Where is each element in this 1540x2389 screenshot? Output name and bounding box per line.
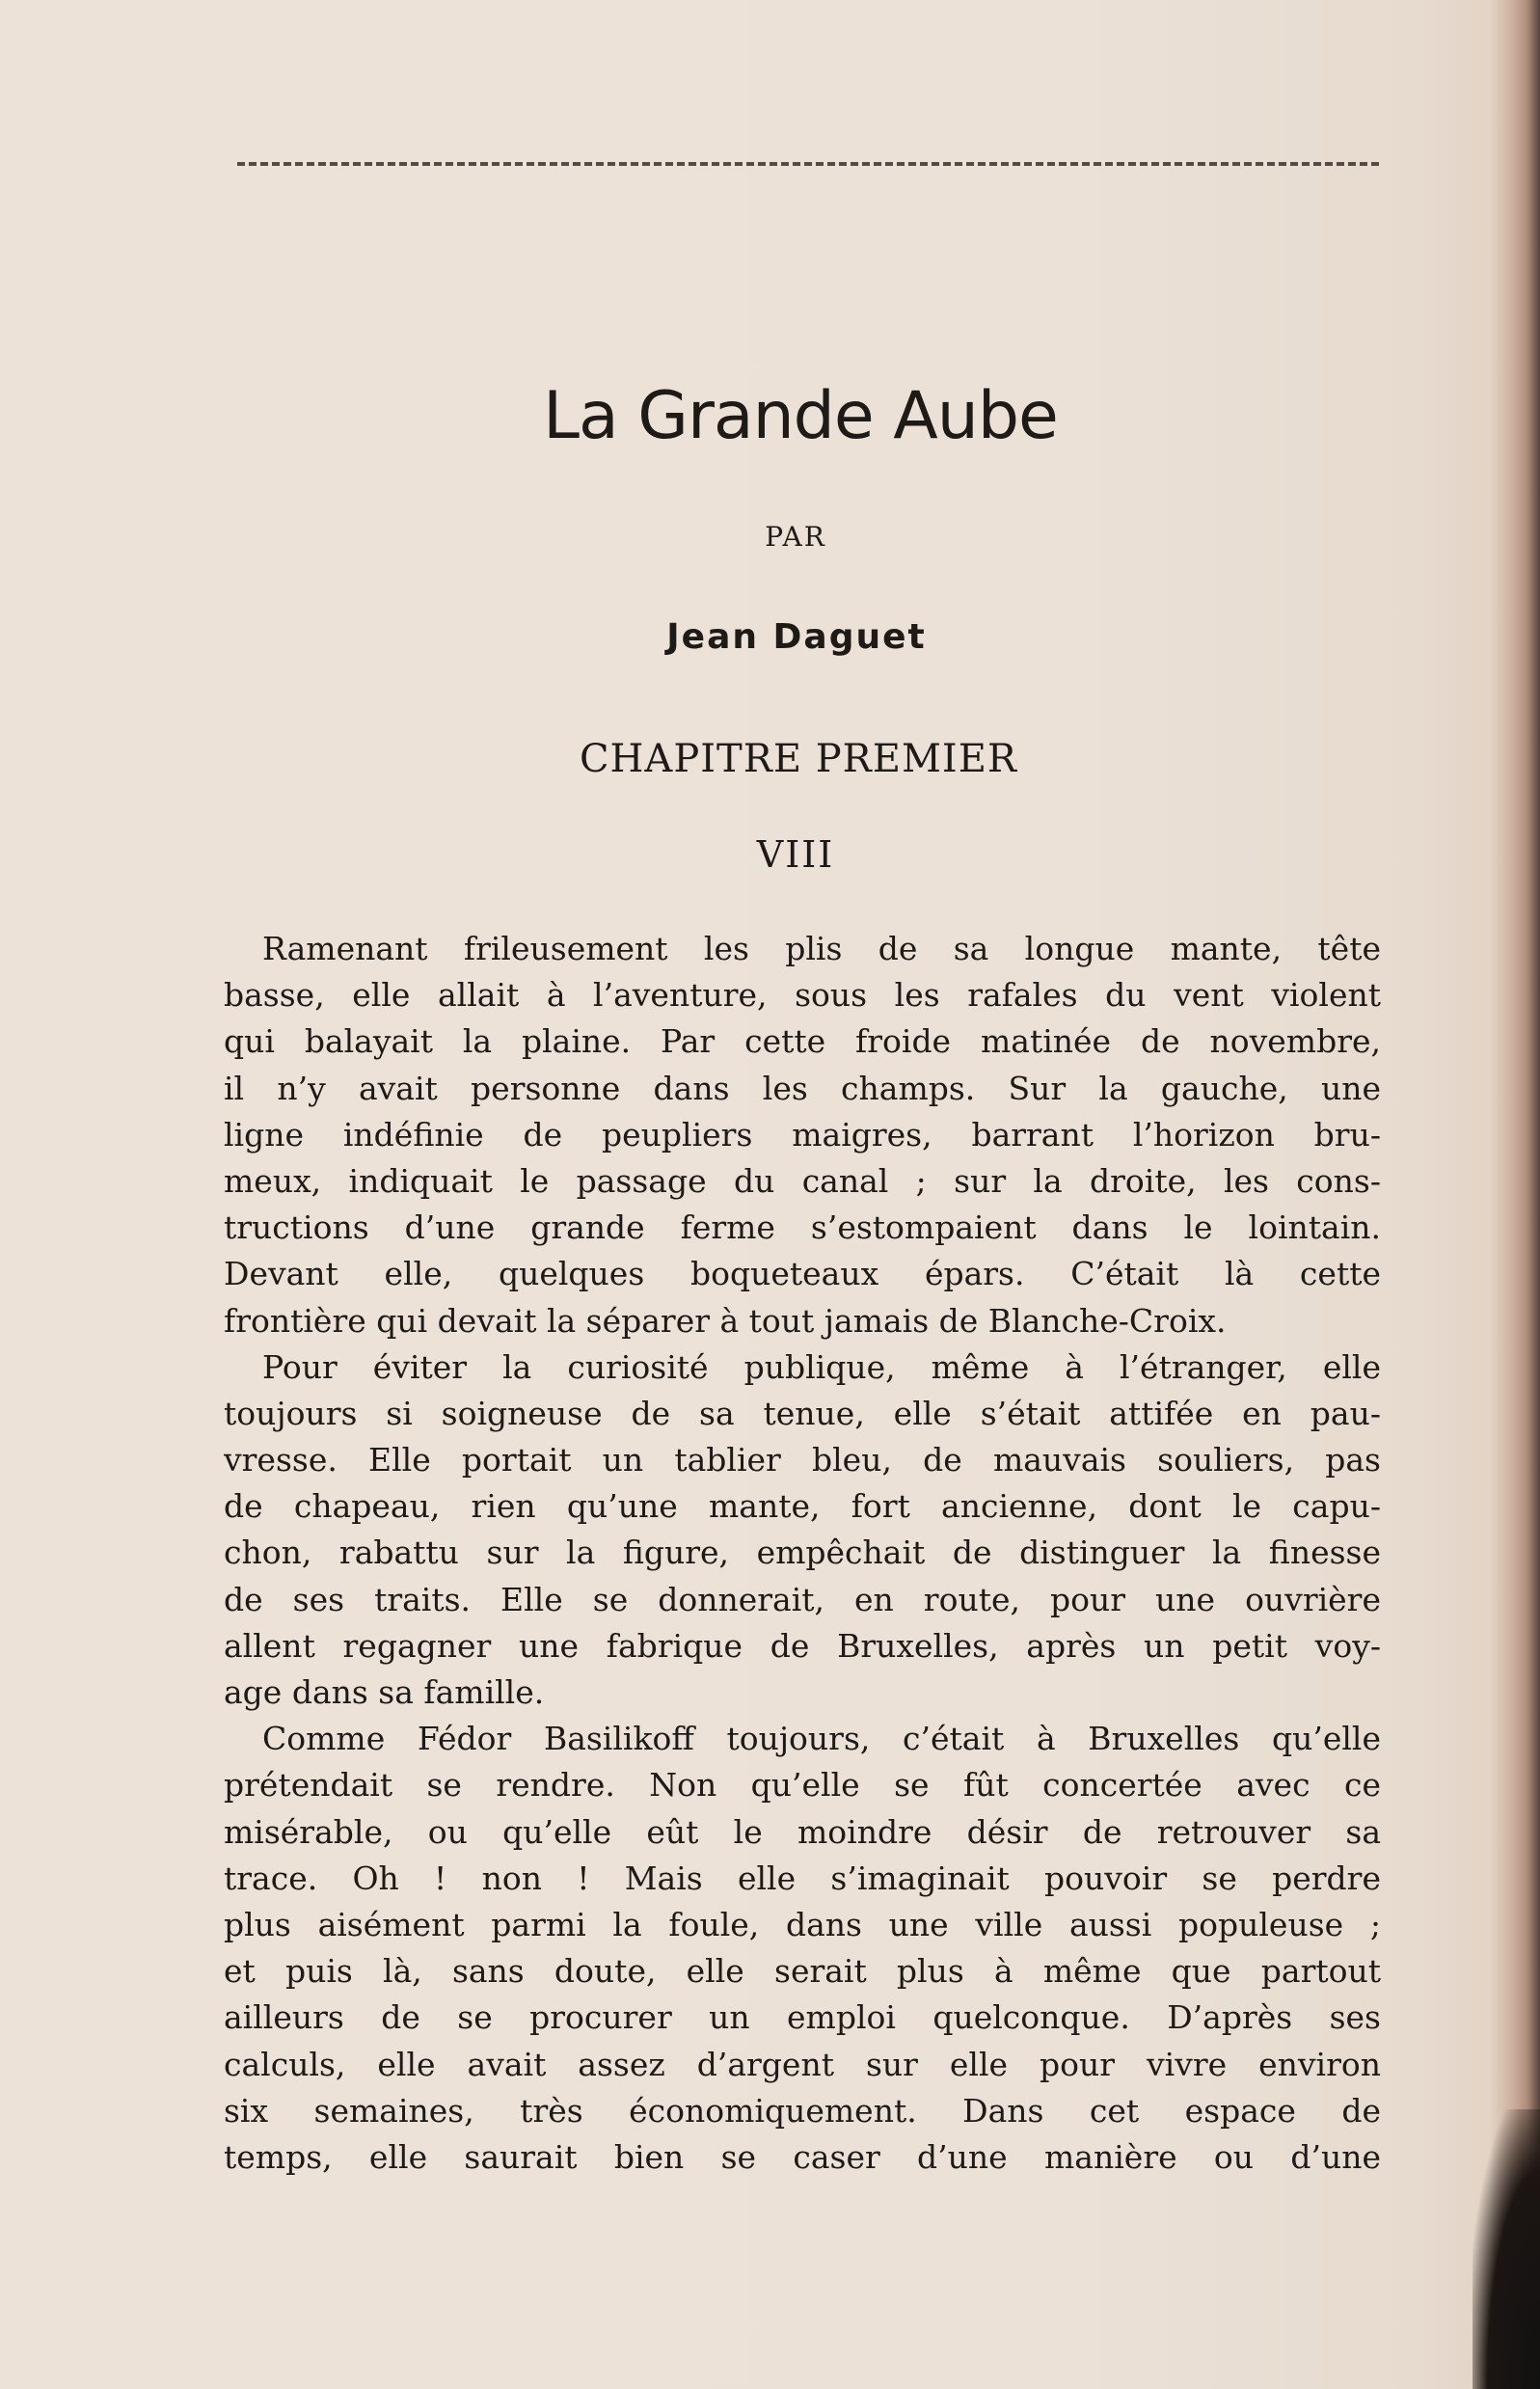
text-line: Devant elle, quelques boqueteaux épars. C’était là cette	[224, 1255, 1381, 1293]
text-line: allent regagner une fabrique de Bruxelles, après un petit voy-	[224, 1626, 1381, 1665]
section-number: VIII	[756, 833, 835, 876]
text-line: vresse. Elle portait un tablier bleu, de mauvais souliers, pas	[224, 1441, 1381, 1480]
author-name: Jean Daguet	[666, 617, 927, 657]
text-line: plus aisément parmi la foule, dans une ville aussi populeuse ;	[224, 1905, 1381, 1943]
text-line: six semaines, très économiquement. Dans cet espace de	[224, 2091, 1381, 2130]
body-text	[224, 926, 1381, 2180]
text-line: misérable, ou qu’elle eût le moindre désir de retrouver sa	[224, 1812, 1381, 1851]
text-line: trace. Oh ! non ! Mais elle s’imaginait pouvoir se perdre	[224, 1859, 1381, 1897]
text-line: Pour éviter la curiosité publique, même à l’étranger, elle	[262, 1347, 1381, 1386]
text-line: de ses traits. Elle se donnerait, en route, pour une ouvrière	[224, 1580, 1381, 1618]
text-line: qui balayait la plaine. Par cette froide matinée de novembre,	[224, 1022, 1381, 1061]
story-title: La Grande Aube	[543, 378, 1058, 454]
text-line: toujours si soigneuse de sa tenue, elle s’était attifée en pau-	[224, 1394, 1381, 1432]
text-line: de chapeau, rien qu’une mante, fort ancienne, dont le capu-	[224, 1487, 1381, 1526]
text-line: tructions d’une grande ferme s’estompaient dans le lointain.	[224, 1208, 1381, 1247]
text-line: age dans sa famille.	[224, 1673, 545, 1711]
text-line: ligne indéfinie de peupliers maigres, barrant l’horizon bru-	[224, 1115, 1381, 1154]
text-line: ailleurs de se procurer un emploi quelconque. D’après ses	[224, 1998, 1381, 2037]
binding-shadow	[1472, 2109, 1540, 2389]
text-line: Comme Fédor Basilikoff toujours, c’était à Bruxelles qu’elle	[262, 1720, 1381, 1758]
page-gutter-shadow	[1490, 0, 1540, 2389]
text-line: calculs, elle avait assez d’argent sur elle pour vivre environ	[224, 2045, 1381, 2083]
text-line: Ramenant frileusement les plis de sa longue mante, tête	[262, 930, 1381, 967]
text-line: basse, elle allait à l’aventure, sous les rafales du vent violent	[224, 976, 1381, 1015]
header-rule	[237, 162, 1379, 166]
text-line: frontière qui devait la séparer à tout jamais de Blanche-Croix.	[224, 1301, 1227, 1340]
text-line: meux, indiquait le passage du canal ; sur la droite, les cons-	[224, 1161, 1381, 1200]
byline-par: PAR	[765, 521, 826, 553]
text-line: chon, rabattu sur la figure, empêchait de distinguer la finesse	[224, 1534, 1381, 1572]
chapter-heading: CHAPITRE PREMIER	[579, 737, 1018, 781]
text-line: et puis là, sans doute, elle serait plus à même que partout	[224, 1952, 1381, 1991]
text-line: il n’y avait personne dans les champs. Sur la gauche, une	[224, 1069, 1381, 1107]
text-line: prétendait se rendre. Non qu’elle se fût concertée avec ce	[224, 1766, 1381, 1805]
text-line: temps, elle saurait bien se caser d’une manière ou d’une	[224, 2137, 1381, 2176]
